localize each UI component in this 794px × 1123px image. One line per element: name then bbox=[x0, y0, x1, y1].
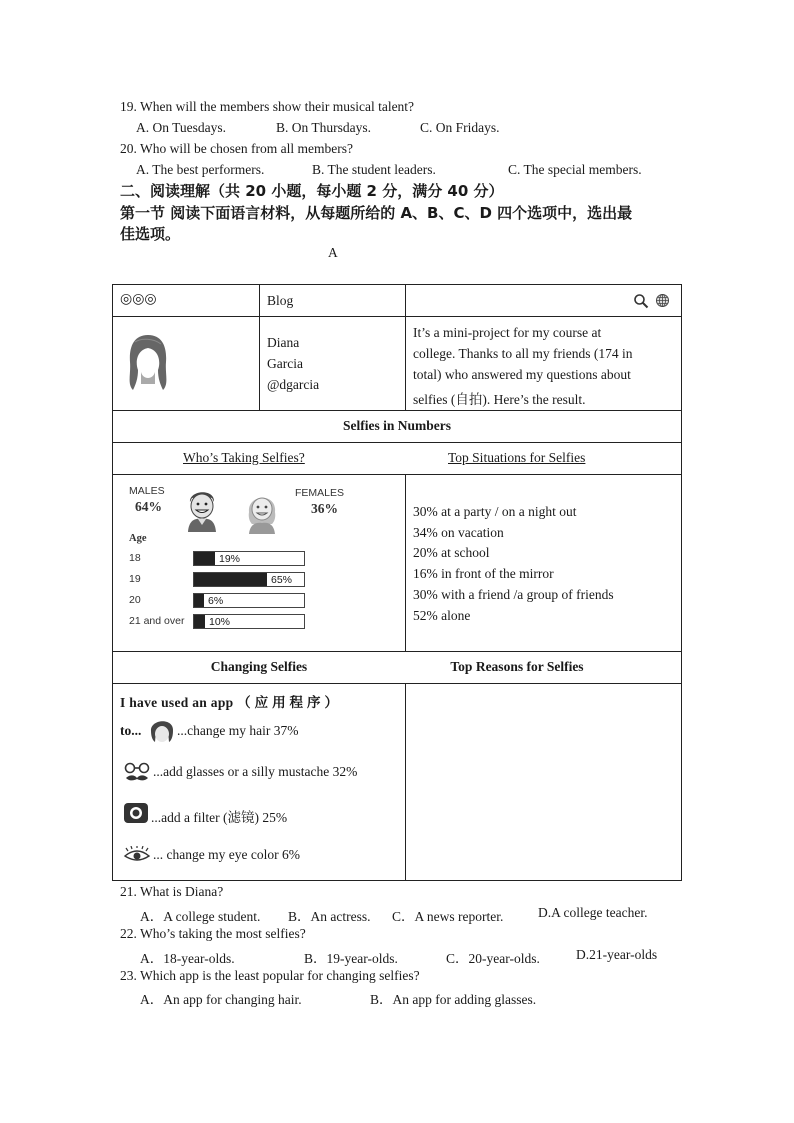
female-avatar-icon bbox=[245, 488, 279, 539]
q23-option-a: A．An app for changing hair. bbox=[140, 992, 302, 1007]
hair-icon bbox=[149, 717, 175, 748]
age-bar-track bbox=[193, 614, 305, 629]
avatar bbox=[123, 332, 173, 399]
intro-text-line1: It’s a mini-project for my course at bbox=[413, 325, 602, 340]
globe-icon[interactable] bbox=[655, 293, 670, 313]
age-category-label: 20 bbox=[129, 594, 141, 606]
age-bar-track bbox=[193, 593, 305, 608]
question-22: 22. Who’s taking the most selfies? bbox=[120, 926, 306, 941]
q22-option-d: D.21-year-olds bbox=[576, 947, 658, 962]
age-bar bbox=[194, 552, 215, 565]
q23-option-b: B．An app for adding glasses. bbox=[370, 992, 537, 1007]
question-19: 19. When will the members show their musical talent? bbox=[120, 99, 415, 114]
app-item-filter: ...add a filter (滤镜) 25% bbox=[151, 810, 288, 825]
age-category-label: 18 bbox=[129, 552, 141, 564]
age-bar-track bbox=[193, 572, 305, 587]
age-bar-value-label: 10% bbox=[209, 616, 231, 628]
profile-last-name: Garcia bbox=[267, 356, 303, 371]
age-bar-value-label: 65% bbox=[271, 574, 293, 586]
q21-option-c: C．A news reporter. bbox=[392, 909, 504, 924]
situation-item: 30% with a friend /a group of friends bbox=[413, 587, 614, 602]
age-bar-track bbox=[193, 551, 305, 566]
question-21: 21. What is Diana? bbox=[120, 884, 224, 899]
q19-option-a: A. On Tuesdays. bbox=[136, 120, 227, 135]
intro-text-line3: total) who answered my questions about bbox=[413, 367, 631, 382]
profile-handle[interactable]: @dgarcia bbox=[267, 377, 320, 392]
search-icon[interactable] bbox=[633, 293, 649, 314]
situations-heading: Top Situations for Selfies bbox=[448, 450, 586, 465]
situation-item: 16% in front of the mirror bbox=[413, 566, 554, 581]
eye-icon bbox=[123, 846, 151, 869]
male-avatar-icon bbox=[185, 486, 219, 537]
app-item-glasses: ...add glasses or a silly mustache 32% bbox=[153, 764, 358, 779]
question-23: 23. Which app is the least popular for changing selfies? bbox=[120, 968, 420, 983]
q22-option-c: C．20-year-olds. bbox=[446, 951, 540, 966]
situation-item: 34% on vacation bbox=[413, 525, 504, 540]
blog-logo: ◎◎◎ bbox=[120, 292, 157, 307]
question-20: 20. Who will be chosen from all members? bbox=[120, 141, 353, 156]
intro-text-line2: college. Thanks to all my friends (174 in bbox=[413, 346, 633, 361]
females-label: FEMALES bbox=[295, 487, 345, 499]
q20-option-a: A. The best performers. bbox=[136, 162, 265, 177]
q19-option-b: B. On Thursdays. bbox=[276, 120, 372, 135]
q20-option-c: C. The special members. bbox=[508, 162, 642, 177]
section-instruction: 第一节 阅读下面语言材料，从每题所给的 A、B、C、D 四个选项中，选出最 bbox=[120, 204, 633, 222]
camera-filter-icon bbox=[123, 802, 149, 829]
age-category-label: 19 bbox=[129, 573, 141, 585]
q21-option-d: D.A college teacher. bbox=[538, 905, 648, 920]
q21-option-b: B．An actress. bbox=[288, 909, 371, 924]
age-bar bbox=[194, 594, 204, 607]
q22-option-b: B．19-year-olds. bbox=[304, 951, 398, 966]
situation-item: 20% at school bbox=[413, 545, 490, 560]
selfies-banner: Selfies in Numbers bbox=[343, 418, 451, 433]
males-label: MALES bbox=[129, 485, 165, 497]
males-percent: 64% bbox=[135, 499, 162, 514]
app-intro: I have used an app （ 应 用 程 序 ） bbox=[120, 695, 339, 710]
blog-table bbox=[112, 284, 682, 881]
changing-heading: Changing Selfies bbox=[210, 659, 308, 674]
situation-item: 30% at a party / on a night out bbox=[413, 504, 577, 519]
blog-title: Blog bbox=[267, 293, 294, 308]
age-category-label: 21 and over bbox=[129, 615, 185, 627]
age-bar bbox=[194, 615, 205, 628]
q19-option-c: C. On Fridays. bbox=[420, 120, 500, 135]
females-percent: 36% bbox=[311, 501, 338, 516]
glasses-mustache-icon bbox=[123, 762, 151, 789]
age-label: Age bbox=[129, 533, 147, 544]
q21-option-a: A．A college student. bbox=[140, 909, 261, 924]
section-instruction-cont: 佳选项。 bbox=[120, 225, 181, 243]
who-heading: Who’s Taking Selfies? bbox=[183, 450, 305, 465]
age-bar-value-label: 19% bbox=[219, 553, 241, 565]
profile-first-name: Diana bbox=[267, 335, 300, 350]
reasons-heading: Top Reasons for Selfies bbox=[450, 659, 584, 674]
app-item-eye: ... change my eye color 6% bbox=[153, 847, 300, 862]
q22-option-a: A．18-year-olds. bbox=[140, 951, 235, 966]
situation-item: 52% alone bbox=[413, 608, 471, 623]
age-bar-value-label: 6% bbox=[208, 595, 224, 607]
intro-text-line4: selfies (自拍). Here’s the result. bbox=[413, 392, 586, 407]
section-heading: 二、阅读理解（共 20 小题，每小题 2 分，满分 40 分） bbox=[120, 182, 504, 200]
q20-option-b: B. The student leaders. bbox=[312, 162, 436, 177]
app-intro-to: to... bbox=[120, 723, 142, 738]
age-bar bbox=[194, 573, 267, 586]
app-item-hair: ...change my hair 37% bbox=[177, 723, 299, 738]
passage-label: A bbox=[328, 245, 338, 260]
